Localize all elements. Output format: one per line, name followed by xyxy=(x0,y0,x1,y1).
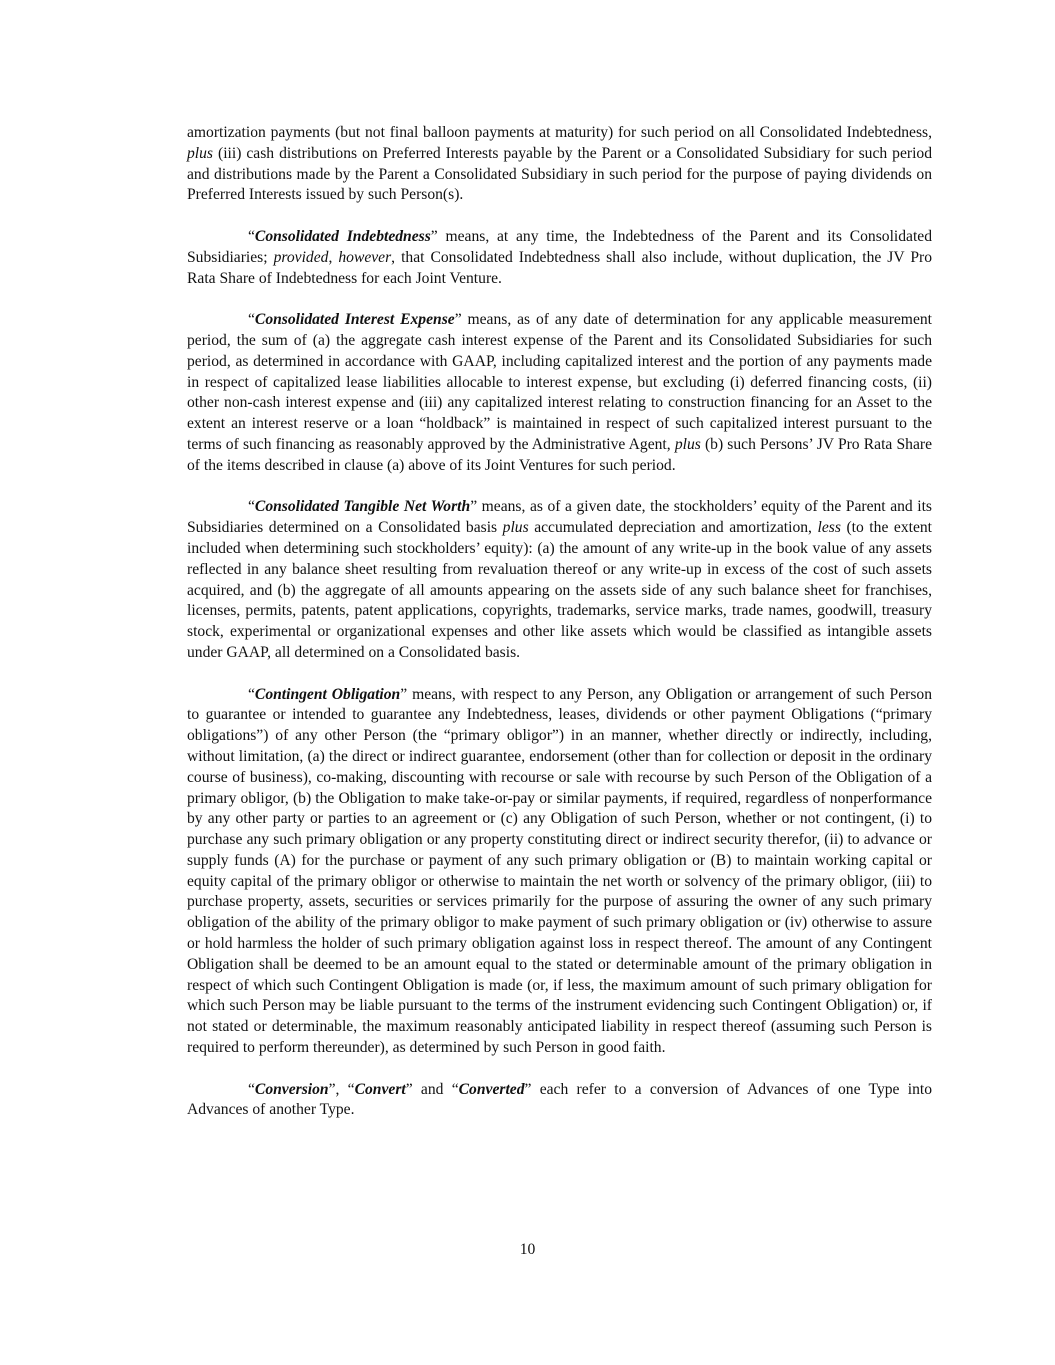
emphasis-text: plus xyxy=(674,435,701,453)
paragraph-text: (to the extent included when determining such stockholders’ equity): (a) the amount of any write-up in the book value of any assets reflected in any balance sheet resulting from revaluation thereof or any write-up in excess of the cost of such assets acquired, and (b) the aggregate of all amounts appearing on the assets side of any such balance sheet for franchises, licenses, permits, patents, patent applications, copyrights, trademarks, service marks, trade names, goodwill, treasury stock, experimental or organizational expenses and other like assets which would be classified as intangible assets under GAAP, all determined on a Consolidated basis. xyxy=(187,519,933,661)
emphasis-text: plus xyxy=(502,519,529,537)
defined-term: Converted xyxy=(458,1080,525,1098)
definition-consolidated-interest-expense xyxy=(187,310,932,476)
paragraph-text: ” means, with respect to any Person, any Obligation or arrangement of such Person to guarantee or intended to guarantee any Indebtedness, leases, dividends or other payment Obligations (“primary obligations”) of any other Person (the “primary obligor”) in an manner, whether directly or indirectly, including, without limitation, (a) the direct or indirect guarantee, endorsement (other than for collection or deposit in the ordinary course of business), co-making, discounting with recourse or sale with recourse by such Person of the Obligation of a primary obligor, (b) the Obligation to make take-or-pay or similar payments, if required, regardless of nonperformance by any other party or parties to an agreement or (c) any Obligation of such Person, whether or not contingent, (i) to purchase any such primary obligation or any property constituting direct or indirect security therefor, (ii) to advance or supply funds (A) for the purchase or payment of any such primary obligation or (B) to maintain working capital or equity capital of the primary obligor or otherwise to maintain the net worth or solvency of the primary obligor, (iii) to purchase property, assets, securities or services primarily for the purpose of assuring the owner of any such primary obligation of the ability of the primary obligor to make payment of such primary obligation or (iv) otherwise to assure or hold harmless the holder of such primary obligation against loss in respect thereof. The amount of any Contingent Obligation shall be deemed to be an amount equal to the stated or determinable amount of the primary obligation in respect of which such Contingent Obligation is made (or, if less, the maximum amount of such primary obligation for which such Person may be liable pursuant to the terms of the instrument evidencing such Contingent Obligation) or, if not stated or determinable, the maximum reasonably anticipated liability in respect thereof (assuming such Person is required to perform thereunder), as determined by such Person in good faith. xyxy=(187,685,932,1057)
emphasis-text: however xyxy=(338,248,392,266)
paragraph-text: “ xyxy=(248,311,255,329)
document-body xyxy=(187,123,932,1121)
defined-term: Conversion xyxy=(254,1080,329,1098)
paragraph-text: ” each refer to a conversion of Advances of one Type into Advances of another Type. xyxy=(187,1080,933,1119)
paragraph-text: , xyxy=(328,248,339,266)
paragraph-text: “ xyxy=(248,1080,255,1098)
paragraph-text: ” means, as of a given date, the stockholders’ equity of the Parent and its Subsidiaries determined on a Consolidated basis xyxy=(187,498,932,537)
definition-consolidated-indebtedness xyxy=(187,227,932,289)
defined-term: Consolidated Tangible Net Worth xyxy=(254,498,471,516)
paragraph-text: “ xyxy=(248,685,255,703)
paragraph-text: ”, “ xyxy=(328,1080,355,1098)
paragraph-text: (iii) cash distributions on Preferred Interests payable by the Parent or a Consolidated Subsidiary for such period and distributions made by the Parent a Consolidated Subsidiary in such period for the purpose of paying dividends on Preferred Interests issued by such Person(s). xyxy=(187,144,932,204)
paragraph-continuation xyxy=(187,123,932,206)
emphasis-text: less xyxy=(817,519,841,537)
paragraph-text: “ xyxy=(248,498,255,516)
paragraph-text: (b) such Persons’ JV Pro Rata Share of the items described in clause (a) above of its Joint Ventures for such period. xyxy=(187,435,932,474)
paragraph-text: “ xyxy=(248,227,255,245)
defined-term: Consolidated Indebtedness xyxy=(254,227,431,245)
page-number: 10 xyxy=(519,1241,536,1258)
definition-contingent-obligation xyxy=(187,685,932,1059)
paragraph-text: , that Consolidated Indebtedness shall also include, without duplication, the JV Pro Rata Share of Indebtedness for each Joint Venture. xyxy=(187,248,933,287)
paragraph-text: ” means, at any time, the Indebtedness of the Parent and its Consolidated Subsidiaries; xyxy=(187,227,932,266)
emphasis-text: provided xyxy=(273,248,329,266)
definition-consolidated-tangible-net-worth xyxy=(187,497,932,663)
paragraph-text: amortization payments (but not final balloon payments at maturity) for such period on all Consolidated Indebtedness, xyxy=(187,124,932,141)
emphasis-text: plus xyxy=(187,144,213,162)
paragraph-text: accumulated depreciation and amortization, xyxy=(528,519,818,537)
defined-term: Contingent Obligation xyxy=(254,685,401,703)
defined-term: Consolidated Interest Expense xyxy=(254,311,455,329)
paragraph-text: ” means, as of any date of determination for any applicable measurement period, the sum of (a) the aggregate cash interest expense of the Parent and its Consolidated Subsidiaries for such period, as determined in accordance with GAAP, including capitalized interest and the portion of any payments made in respect of capitalized lease liabilities allocable to interest expense, but excluding (i) deferred financing costs, (ii) other non-cash interest expense and (iii) any capitalized interest relating to construction financing for an Asset to the extent an interest reserve or a loan “holdback” is maintained in respect of such capitalized interest pursuant to the terms of such financing as reasonably approved by the Administrative Agent, xyxy=(187,311,932,453)
defined-term: Convert xyxy=(354,1080,406,1098)
definition-conversion xyxy=(187,1080,932,1122)
paragraph-text: ” and “ xyxy=(405,1080,459,1098)
